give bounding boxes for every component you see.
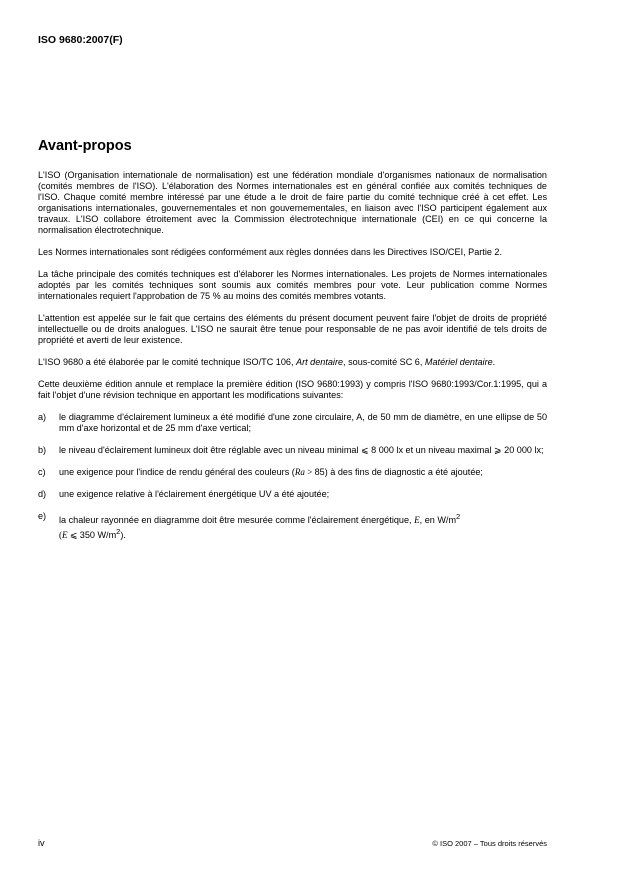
list-item-text: le diagramme d'éclairement lumineux a été modifié d'une zone circulaire, A, de 50 mm de diamètre, en une ellipse de 50 mm d'axe horizontal et de 25 mm d'axe vertical; (59, 412, 547, 433)
paragraph-technical-committees: La tâche principale des comités techniques est d'élaborer les Normes internationales. Les projets de Normes internationales adoptés par les comités techniques sont soumis aux comités membres pour vote. Leur publication comme Normes internationales requiert l'approbation de 75 % au moins des comités membres votants. (38, 269, 547, 301)
paragraph-committee (38, 357, 547, 368)
committee-prefix: L'ISO 9680 a été élaborée par le comité technique ISO/TC 106, (38, 357, 297, 367)
paragraph-directives: Les Normes internationales sont rédigées conformément aux règles données dans les Directives ISO/CEI, Partie 2. (38, 247, 503, 257)
changes-list (38, 412, 547, 541)
e-variable: E (62, 530, 68, 541)
less-equal-symbol: ⩽ (361, 445, 369, 455)
greater-than-symbol: > (304, 467, 315, 477)
list-item-text: ( (59, 530, 63, 541)
list-item-text: ). (120, 530, 126, 541)
list-item (38, 489, 547, 500)
page-number: iv (38, 838, 45, 848)
foreword-body (38, 170, 547, 552)
list-item-text: 20 000 lx; (501, 445, 544, 455)
list-item (38, 445, 547, 456)
greater-equal-symbol: ⩾ (493, 445, 502, 455)
superscript: 2 (456, 512, 461, 521)
list-item-text: le niveau d'éclairement lumineux doit être réglable avec un niveau minimal (59, 445, 361, 455)
list-item (38, 467, 547, 478)
ra-variable: Ra (294, 467, 305, 477)
paragraph-iso-organisation: L'ISO (Organisation internationale de normalisation) est une fédération mondiale d'organismes nationaux de normalisation (comités membres de l'ISO). L'élaboration des Normes internationales est en général confiée aux comités techniques de l'ISO. Chaque comité membre intéressé par une étude a le droit de faire partie du comité technique créé à cet effet. Les organisations internationales, gouvernementales et non gouvernementales, en liaison avec l'ISO participent également aux travaux. L'ISO collabore étroitement avec la Commission électrotechnique internationale (CEI) en ce qui concerne la normalisation électrotechnique. (38, 170, 547, 235)
paragraph-patent-rights: L'attention est appelée sur le fait que certains des éléments du présent document peuvent faire l'objet de droits de propriété intellectuelle ou de droits analogues. L'ISO ne saurait être tenue pour responsable de ne pas avoir identifié de tels droits de propriété et averti de leur existence. (38, 313, 547, 345)
list-item-text: 350 W/m (79, 530, 117, 541)
e-variable: E (414, 515, 420, 526)
list-marker: d) (38, 489, 47, 499)
list-item (38, 511, 547, 541)
committee-tc-title: Art dentaire (296, 357, 344, 367)
list-marker: e) (38, 511, 47, 521)
superscript: 2 (116, 527, 121, 537)
list-item-text: la chaleur rayonnée en diagramme doit être mesurée comme l'éclairement énergétique, (59, 515, 415, 526)
list-item-text: 85) à des fins de diagnostic a été ajoutée; (314, 467, 483, 477)
list-item (38, 412, 547, 434)
document-id: ISO 9680:2007(F) (38, 34, 123, 46)
paragraph-edition: Cette deuxième édition annule et remplace la première édition (ISO 9680:1993) y compris l'ISO 9680:1993/Cor.1:1995, qui a fait l'objet d'une révision technique en apportant les modifications suivantes: (38, 379, 547, 400)
list-marker: a) (38, 412, 47, 422)
committee-suffix: . (492, 357, 496, 367)
list-item-text: 8 000 lx et un niveau maximal (368, 445, 494, 455)
committee-middle: , sous-comité SC 6, (343, 357, 425, 367)
committee-sc-title: Matériel dentaire (424, 357, 493, 367)
copyright-notice: © ISO 2007 – Tous droits réservés (432, 839, 547, 848)
list-item-text: une exigence relative à l'éclairement énergétique UV a été ajoutée; (59, 489, 330, 499)
list-marker: b) (38, 445, 47, 455)
less-equal-symbol: ⩽ (67, 530, 80, 541)
page-title: Avant-propos (38, 138, 132, 154)
list-item-text: une exigence pour l'indice de rendu général des couleurs ( (59, 467, 295, 477)
list-marker: c) (38, 467, 46, 477)
list-item-text: , en W/m (419, 515, 457, 526)
